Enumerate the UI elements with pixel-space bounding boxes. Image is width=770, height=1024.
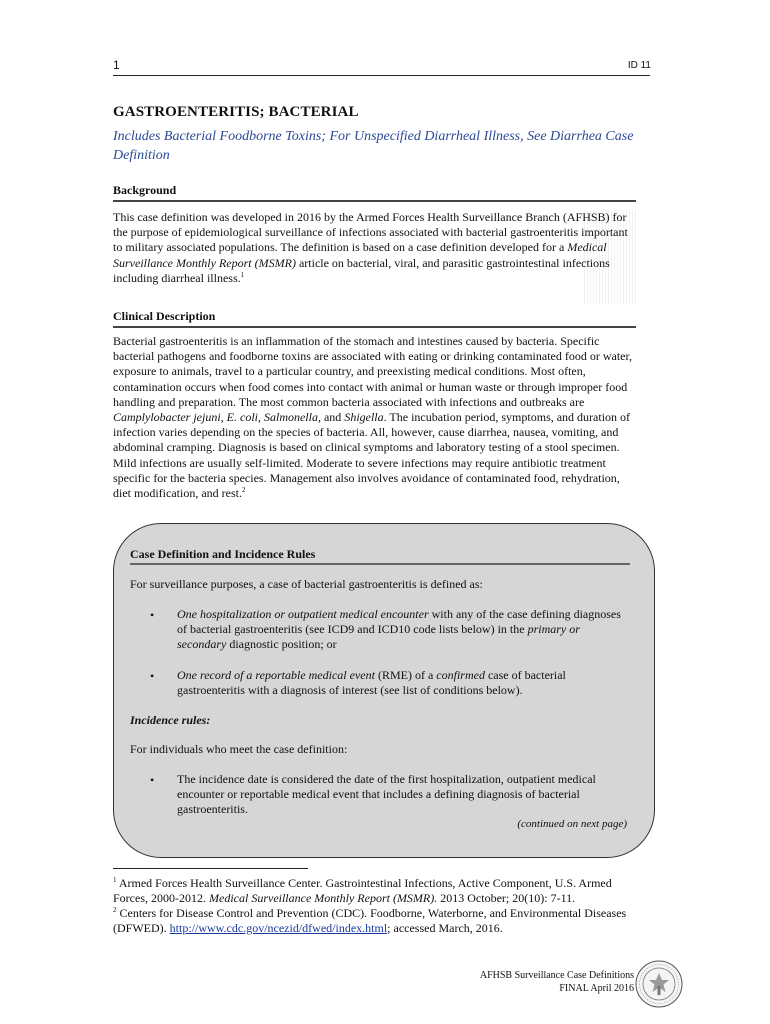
case-definition-heading: Case Definition and Incidence Rules [130,547,630,565]
incidence-bullet-1: The incidence date is considered the date of the first hospitalization, outpatient medical encounter or reportable medical event that includes a defining diagnosis of bacterial gastroenteritis. [177,772,596,817]
footnote-1: $^1$ Armed Forces Health Surveillance Center. Gastrointestinal Infections, Active Component, U.S. Armed Forces, 2000-2012. Medical Surveillance Monthly Report (MSMR). 2013 October; 20(10): 7-11. [113,876,612,906]
defense-health-agency-seal-icon [635,960,683,1008]
footnote-ref-1[interactable]: 1 [240,270,245,279]
page-subtitle: Includes Bacterial Foodborne Toxins; For Unspecified Diarrheal Illness, See Diarrhea Case Definition [113,129,634,163]
case-definition-intro: For surveillance purposes, a case of bacterial gastroenteritis is defined as: [130,577,483,591]
bullet-marker: • [150,669,155,683]
background-paragraph: This case definition was developed in 2016 by the Armed Forces Health Surveillance Branch (AFHSB) for the purpose of epidemiological surveillance of infections associated with bacterial gastroenteritis important to military associated populations. The definition is based on a case definition developed for a Medical Surveillance Monthly Report (MSMR) article on bacterial, viral, and parasitic gastrointestinal infections including diarrheal illness.$^1$ [113,210,628,285]
page-title: GASTROENTERITIS; BACTERIAL [113,104,359,120]
incidence-rules-intro: For individuals who meet the case definition: [130,742,348,756]
criteria-bullet-1: One hospitalization or outpatient medical encounter with any of the case defining diagnoses of bacterial gastroenteritis (see ICD9 and ICD10 code lists below) in the primary or secondary diagnostic position; or [177,607,621,652]
clinical-description-heading: Clinical Description [113,309,636,328]
footnote-2: $^2$ Centers for Disease Control and Prevention (CDC). Foodborne, Waterborne, and Environmental Diseases (DFWED). http://www.cdc.gov/ncezid/dfwed/index.html; accessed March, 2016. [113,906,627,936]
continued-note: (continued on next page) [517,818,627,830]
header-divider [113,75,650,76]
footnote-divider [113,868,308,869]
bullet-marker: • [150,608,155,622]
cdc-dfwed-link[interactable]: http://www.cdc.gov/ncezid/dfwed/index.html [169,921,388,936]
page-number: 1 [113,58,120,72]
clinical-description-paragraph: Bacterial gastroenteritis is an inflammation of the stomach and intestines caused by bacteria. Specific bacterial pathogens and foodborne toxins are associated with eating or drinking contaminated food or water, exposure to animals, travel to a particular country, and preexisting medical conditions. Most often, contamination occurs when food comes into contact with animal or human waste or through improper food handling and preparation. The most common bacteria associated with infections and outbreaks are Camplylobacter jejuni, E. coli, Salmonella, and Shigella. The incubation period, symptoms, and duration of infection varies depending on the species of bacteria. All, however, cause diarrhea, nausea, vomiting, and abdominal cramping. Diagnosis is based on clinical symptoms and laboratory testing of a stool specimen. Mild infections are usually self-limited. Moderate to severe infections may require antibiotic treatment specific for the bacteria species. Management also involves avoidance of contaminated food, rehydration, diet modification, and rest.$^2$ [113,334,633,501]
background-heading: Background [113,183,636,202]
footer-line-1: AFHSB Surveillance Case Definitions [479,970,634,981]
bullet-marker: • [150,773,155,787]
footer-line-2: FINAL April 2016 [559,983,634,994]
footnote-ref-2[interactable]: 2 [241,486,246,495]
criteria-bullet-2: One record of a reportable medical event (RME) of a confirmed case of bacterial gastroenteritis with a diagnosis of interest (see list of conditions below). [177,668,566,698]
incidence-rules-heading: Incidence rules: [130,713,211,727]
document-id: ID 11 [627,60,651,71]
footer-text [480,969,634,995]
